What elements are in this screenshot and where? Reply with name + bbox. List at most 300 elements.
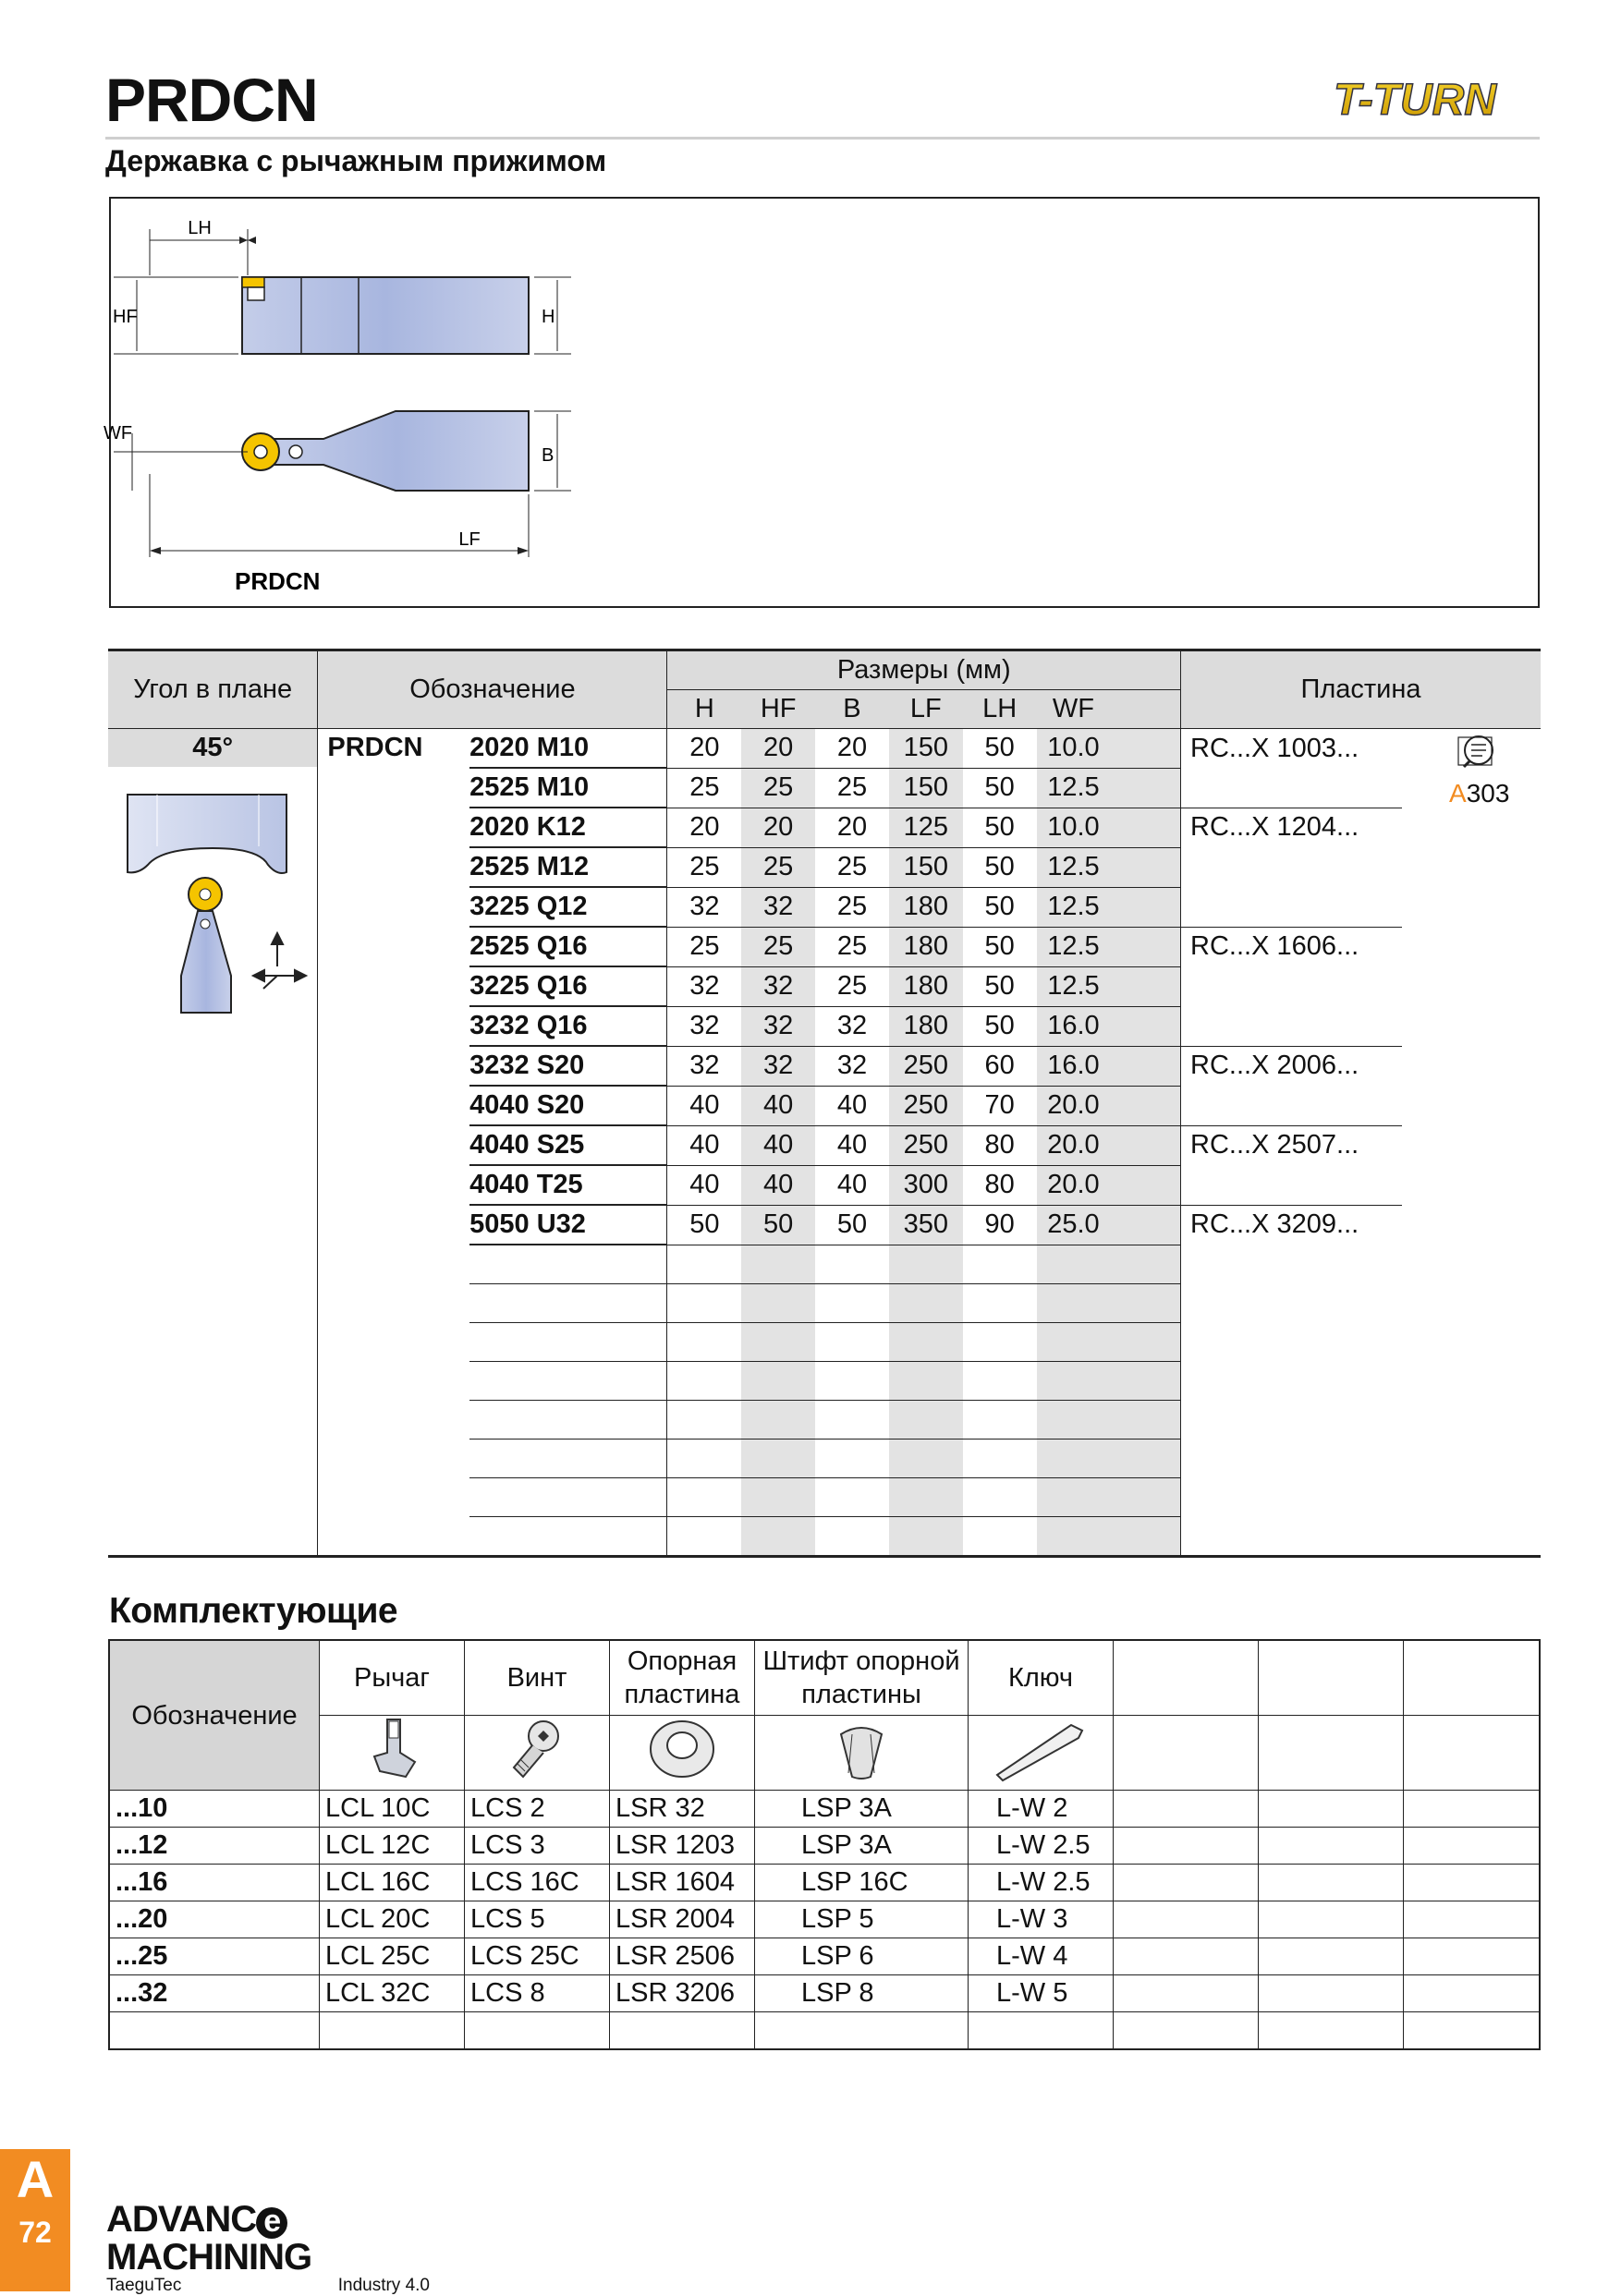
acc-blank-cell — [1114, 1938, 1259, 1975]
dim-value — [741, 1362, 815, 1401]
dim-spacer — [1110, 1323, 1180, 1362]
dim-value: 250 — [889, 1046, 963, 1086]
acc-blank-cell — [1259, 1865, 1404, 1901]
dim-value — [1037, 1323, 1111, 1362]
product-code — [469, 1440, 667, 1478]
dim-value — [667, 1440, 741, 1478]
dim-spacer — [1110, 887, 1180, 927]
section-letter: A — [16, 2150, 55, 2208]
dim-value — [1037, 1440, 1111, 1478]
dim-value: 25 — [741, 768, 815, 808]
page-title: PRDCN — [105, 66, 318, 134]
acc-row — [109, 1901, 1540, 1938]
acc-row — [109, 1938, 1540, 1975]
acc-pin: LSP 5 — [755, 1901, 969, 1938]
dim-value — [1037, 1517, 1111, 1557]
reference-link[interactable] — [1449, 779, 1509, 808]
acc-key: L-W 2.5 — [969, 1828, 1114, 1865]
insert-cell: RC...X 2006... — [1190, 1051, 1359, 1081]
dim-value: 150 — [889, 729, 963, 769]
dim-value — [963, 1284, 1037, 1323]
acc-blank-cell — [1114, 1865, 1259, 1901]
insert-cell — [1181, 1362, 1403, 1401]
acc-col-key: Ключ — [969, 1640, 1114, 1716]
insert-cell — [1181, 1517, 1403, 1557]
col-dimensions-header: Размеры (мм) — [667, 650, 1181, 690]
acc-pin: LSP 3A — [755, 1791, 969, 1828]
dim-value: 16.0 — [1037, 1006, 1111, 1046]
product-code: 2020 M10 — [469, 729, 667, 769]
dim-value: 32 — [815, 1006, 889, 1046]
acc-lever: LCL 25C — [320, 1938, 465, 1975]
acc-col-lever: Рычаг — [320, 1640, 465, 1716]
acc-blank-cell — [1114, 1828, 1259, 1865]
insert-side-icon — [242, 277, 264, 287]
acc-row — [109, 1865, 1540, 1901]
acc-size: ...32 — [109, 1975, 320, 2012]
dim-value — [1037, 1362, 1111, 1401]
dim-value: 300 — [889, 1165, 963, 1205]
acc-blank-cell — [755, 2012, 969, 2050]
dim-spacer — [1110, 1478, 1180, 1517]
dim-value — [889, 1245, 963, 1284]
dim-value — [815, 1401, 889, 1440]
acc-size: ...12 — [109, 1828, 320, 1865]
icon-cell — [1402, 1125, 1541, 1165]
dim-value — [1037, 1401, 1111, 1440]
dim-value: 20.0 — [1037, 1165, 1111, 1205]
dim-value — [889, 1517, 963, 1557]
acc-pin: LSP 3A — [755, 1828, 969, 1865]
product-code: 2020 K12 — [469, 808, 667, 847]
dim-value: 25 — [741, 847, 815, 887]
icon-cell — [1402, 808, 1541, 847]
dim-spacer — [1110, 1165, 1180, 1205]
dim-value — [741, 1323, 815, 1362]
product-code: 3225 Q16 — [469, 966, 667, 1006]
acc-blank-cell — [1259, 1828, 1404, 1865]
dim-value — [815, 1517, 889, 1557]
dim-value: 40 — [667, 1165, 741, 1205]
dim-spacer — [1110, 1440, 1180, 1478]
acc-blank-cell — [1114, 1901, 1259, 1938]
svg-text:HF: HF — [113, 307, 138, 327]
feed-direction-icon — [253, 933, 306, 989]
acc-key: L-W 5 — [969, 1975, 1114, 2012]
icon-cell — [1402, 1478, 1541, 1517]
svg-text:LF: LF — [458, 529, 481, 550]
product-code — [469, 1362, 667, 1401]
dim-spacer — [1110, 768, 1180, 808]
dim-value: 25 — [741, 927, 815, 966]
dim-value: 250 — [889, 1086, 963, 1125]
dim-value: 25 — [667, 847, 741, 887]
dim-value — [667, 1323, 741, 1362]
product-code: 2525 Q16 — [469, 927, 667, 966]
acc-row — [109, 1975, 1540, 2012]
icon-cell — [1402, 1165, 1541, 1205]
dim-value: 40 — [815, 1125, 889, 1165]
acc-blank-cell — [969, 2012, 1114, 2050]
footer-logo: ADVANC eMACHINING TaeguTec Industry 4.0 — [106, 2199, 430, 2295]
dim-value: 180 — [889, 966, 963, 1006]
acc-screw: LCS 5 — [465, 1901, 610, 1938]
product-code: 4040 S20 — [469, 1086, 667, 1125]
dim-value: 50 — [667, 1205, 741, 1245]
insert-cell — [1181, 847, 1403, 887]
acc-col-designation: Обозначение — [109, 1640, 320, 1791]
product-code — [469, 1284, 667, 1323]
dim-spacer — [1110, 1006, 1180, 1046]
acc-col-shim: Опорная пластина — [610, 1640, 755, 1716]
dim-header: HF — [741, 690, 815, 729]
dim-value: 25 — [667, 768, 741, 808]
icon-cell — [1402, 1323, 1541, 1362]
dim-spacer — [1110, 1205, 1180, 1245]
dim-value: 50 — [815, 1205, 889, 1245]
dim-value: 20 — [741, 729, 815, 769]
icon-cell — [1402, 927, 1541, 966]
product-code: 3232 Q16 — [469, 1006, 667, 1046]
screw-icon — [465, 1716, 610, 1791]
dim-value — [815, 1362, 889, 1401]
dim-value — [741, 1245, 815, 1284]
dim-value: 150 — [889, 847, 963, 887]
acc-row — [109, 1828, 1540, 1865]
dim-spacer — [1110, 927, 1180, 966]
acc-blank-cell — [1259, 1938, 1404, 1975]
dim-value: 50 — [963, 966, 1037, 1006]
insert-cell: RC...X 1003... — [1190, 733, 1359, 763]
svg-text:H: H — [542, 307, 555, 327]
holder-table — [108, 649, 1541, 1558]
dim-value: 50 — [963, 927, 1037, 966]
product-code: 2525 M10 — [469, 768, 667, 808]
reference-page: 303 — [1466, 779, 1510, 808]
acc-lever: LCL 16C — [320, 1865, 465, 1901]
dim-value: 125 — [889, 808, 963, 847]
dim-spacer — [1110, 1125, 1180, 1165]
dim-value: 40 — [815, 1086, 889, 1125]
dim-spacer — [1110, 1362, 1180, 1401]
technical-drawing — [104, 197, 1540, 608]
acc-blank-cell — [1114, 1975, 1259, 2012]
acc-blank-cell — [1404, 1901, 1541, 1938]
holder-top-view — [266, 411, 529, 491]
dim-header: LH — [963, 690, 1037, 729]
dim-value: 32 — [815, 1046, 889, 1086]
svg-text:LH: LH — [188, 218, 212, 238]
dim-header: LF — [889, 690, 963, 729]
icon-cell — [1402, 1006, 1541, 1046]
svg-text:B: B — [542, 445, 555, 466]
dim-header: H — [667, 690, 741, 729]
acc-lever: LCL 10C — [320, 1791, 465, 1828]
dim-spacer — [1110, 1046, 1180, 1086]
dim-value — [963, 1323, 1037, 1362]
dim-value — [1037, 1478, 1111, 1517]
insert-cell — [1181, 1323, 1403, 1362]
acc-blank-cell — [1404, 1975, 1541, 2012]
acc-lever: LCL 32C — [320, 1975, 465, 2012]
dim-value: 25 — [815, 847, 889, 887]
dim-value: 40 — [741, 1086, 815, 1125]
icon-cell — [1402, 1046, 1541, 1086]
acc-blank-cell — [1259, 1716, 1404, 1791]
col-insert-header: Пластина — [1181, 650, 1541, 729]
acc-shim: LSR 2506 — [610, 1938, 755, 1975]
dim-value — [963, 1401, 1037, 1440]
product-code: 2525 M12 — [469, 847, 667, 887]
dim-value: 16.0 — [1037, 1046, 1111, 1086]
acc-size: ...10 — [109, 1791, 320, 1828]
product-code: 5050 U32 — [469, 1205, 667, 1245]
dim-value: 20 — [815, 729, 889, 769]
acc-blank-cell — [1404, 1828, 1541, 1865]
dim-value: 70 — [963, 1086, 1037, 1125]
acc-blank-cell — [320, 2012, 465, 2050]
acc-pin: LSP 16C — [755, 1865, 969, 1901]
insert-cell — [1181, 1086, 1403, 1125]
icon-cell — [1402, 1440, 1541, 1478]
dim-value: 25 — [815, 966, 889, 1006]
dim-value: 50 — [963, 887, 1037, 927]
dim-value — [741, 1401, 815, 1440]
acc-blank-cell — [610, 2012, 755, 2050]
icon-cell — [1402, 847, 1541, 887]
dim-value: 20 — [667, 808, 741, 847]
dim-value: 25 — [815, 927, 889, 966]
dim-value — [741, 1517, 815, 1557]
family-cell: PRDCN — [327, 733, 423, 762]
insert-cell — [1181, 1478, 1403, 1517]
dim-value — [815, 1478, 889, 1517]
insert-cell: RC...X 1606... — [1190, 931, 1359, 962]
dim-value — [667, 1401, 741, 1440]
dim-value: 20 — [815, 808, 889, 847]
dim-value: 250 — [889, 1125, 963, 1165]
acc-screw: LCS 8 — [465, 1975, 610, 2012]
reference-icon[interactable] — [1458, 732, 1501, 772]
insert-cell — [1181, 1440, 1403, 1478]
svg-text:T-TURN: T-TURN — [1334, 76, 1496, 125]
dim-value: 32 — [741, 1046, 815, 1086]
dim-value: 20.0 — [1037, 1125, 1111, 1165]
dim-value — [963, 1245, 1037, 1284]
acc-col-blank — [1404, 1640, 1541, 1716]
acc-blank-cell — [1404, 1716, 1541, 1791]
icon-cell — [1402, 1205, 1541, 1245]
dim-value: 80 — [963, 1165, 1037, 1205]
acc-blank-cell — [1404, 1865, 1541, 1901]
acc-blank-cell — [1404, 1791, 1541, 1828]
dim-value: 50 — [963, 808, 1037, 847]
dim-value: 32 — [667, 1006, 741, 1046]
svg-text:WF: WF — [104, 423, 133, 443]
header-rule — [105, 137, 1540, 140]
acc-blank-cell — [1259, 1791, 1404, 1828]
insert-cell — [1181, 1245, 1403, 1284]
acc-lever: LCL 20C — [320, 1901, 465, 1938]
dim-header: WF — [1037, 690, 1111, 729]
acc-col-blank — [1259, 1640, 1404, 1716]
dim-value: 40 — [667, 1086, 741, 1125]
dim-spacer — [1110, 1086, 1180, 1125]
dim-value: 20 — [741, 808, 815, 847]
insert-cell: RC...X 2507... — [1190, 1130, 1359, 1160]
dim-value: 40 — [815, 1165, 889, 1205]
dim-spacer — [1110, 1401, 1180, 1440]
acc-screw: LCS 16C — [465, 1865, 610, 1901]
acc-row — [109, 1791, 1540, 1828]
acc-col-pin: Штифт опорной пластины — [755, 1640, 969, 1716]
dim-value — [667, 1517, 741, 1557]
icon-cell — [1402, 1284, 1541, 1323]
icon-cell — [1402, 1362, 1541, 1401]
dim-value: 10.0 — [1037, 808, 1111, 847]
table-row — [108, 729, 1541, 769]
dim-spacer — [1110, 1284, 1180, 1323]
dim-value — [667, 1362, 741, 1401]
acc-size: ...20 — [109, 1901, 320, 1938]
dim-value — [963, 1478, 1037, 1517]
acc-blank-cell — [1114, 2012, 1259, 2050]
angle-illustration — [120, 791, 319, 1013]
acc-screw: LCS 2 — [465, 1791, 610, 1828]
dim-value: 40 — [741, 1125, 815, 1165]
dim-value: 25 — [815, 768, 889, 808]
acc-shim: LSR 1604 — [610, 1865, 755, 1901]
dim-value: 25.0 — [1037, 1205, 1111, 1245]
col-designation-header: Обозначение — [318, 650, 667, 729]
acc-col-screw: Винт — [465, 1640, 610, 1716]
dim-spacer — [1110, 966, 1180, 1006]
acc-blank-cell — [109, 2012, 320, 2050]
acc-blank-cell — [1114, 1791, 1259, 1828]
dim-value — [889, 1362, 963, 1401]
dim-header: B — [815, 690, 889, 729]
dim-value — [815, 1245, 889, 1284]
dim-value: 40 — [741, 1165, 815, 1205]
dim-value: 180 — [889, 887, 963, 927]
shim-icon — [610, 1716, 755, 1791]
acc-shim: LSR 2004 — [610, 1901, 755, 1938]
product-code — [469, 1478, 667, 1517]
acc-blank-cell — [1404, 2012, 1541, 2050]
dim-value: 50 — [963, 768, 1037, 808]
dim-value: 180 — [889, 927, 963, 966]
insert-cell — [1181, 887, 1403, 927]
dim-spacer — [1110, 1245, 1180, 1284]
product-code: 3225 Q12 — [469, 887, 667, 927]
acc-shim: LSR 32 — [610, 1791, 755, 1828]
dim-value: 40 — [667, 1125, 741, 1165]
dim-value: 12.5 — [1037, 887, 1111, 927]
icon-cell — [1402, 966, 1541, 1006]
acc-pin: LSP 8 — [755, 1975, 969, 2012]
dim-value: 50 — [963, 729, 1037, 769]
dim-value — [1037, 1245, 1111, 1284]
acc-key: L-W 4 — [969, 1938, 1114, 1975]
key-icon — [969, 1716, 1114, 1791]
icon-cell — [1402, 1245, 1541, 1284]
acc-blank-cell — [465, 2012, 610, 2050]
dim-value: 12.5 — [1037, 927, 1111, 966]
acc-key: L-W 3 — [969, 1901, 1114, 1938]
acc-col-blank — [1114, 1640, 1259, 1716]
dim-spacer — [1110, 847, 1180, 887]
acc-pin: LSP 6 — [755, 1938, 969, 1975]
dim-value — [889, 1478, 963, 1517]
dim-value — [815, 1440, 889, 1478]
dim-value: 60 — [963, 1046, 1037, 1086]
dim-value: 32 — [741, 966, 815, 1006]
acc-lever: LCL 12C — [320, 1828, 465, 1865]
dim-value — [815, 1323, 889, 1362]
dim-value — [963, 1440, 1037, 1478]
acc-size: ...25 — [109, 1938, 320, 1975]
insert-cell — [1181, 1165, 1403, 1205]
acc-blank-cell — [1259, 2012, 1404, 2050]
dim-value: 180 — [889, 1006, 963, 1046]
dim-value: 32 — [741, 1006, 815, 1046]
product-code: 4040 S25 — [469, 1125, 667, 1165]
dim-value: 150 — [889, 768, 963, 808]
dim-value — [741, 1478, 815, 1517]
dim-value — [741, 1440, 815, 1478]
dim-value — [963, 1362, 1037, 1401]
holder-side-view — [242, 277, 529, 354]
page-subtitle: Державка с рычажным прижимом — [105, 144, 607, 177]
page-number: 72 — [18, 2216, 52, 2249]
dim-value: 12.5 — [1037, 966, 1111, 1006]
reference-letter: A — [1449, 779, 1467, 808]
dim-value — [889, 1401, 963, 1440]
pin-icon — [755, 1716, 969, 1791]
dim-value: 32 — [741, 887, 815, 927]
acc-key: L-W 2.5 — [969, 1865, 1114, 1901]
icon-cell — [1402, 887, 1541, 927]
dim-value: 25 — [667, 927, 741, 966]
icon-cell — [1402, 1401, 1541, 1440]
dim-value: 12.5 — [1037, 768, 1111, 808]
acc-key: L-W 2 — [969, 1791, 1114, 1828]
product-code — [469, 1245, 667, 1284]
dim-value: 20 — [667, 729, 741, 769]
dim-value — [889, 1284, 963, 1323]
workpiece-icon — [128, 795, 286, 873]
product-code: 3232 S20 — [469, 1046, 667, 1086]
accessories-table — [108, 1639, 1541, 2050]
insert-cell — [1181, 966, 1403, 1006]
dim-value: 32 — [667, 966, 741, 1006]
insert-cell — [1181, 1006, 1403, 1046]
product-code: 4040 T25 — [469, 1165, 667, 1205]
dim-value — [741, 1284, 815, 1323]
dim-value: 32 — [667, 887, 741, 927]
dim-value: 32 — [667, 1046, 741, 1086]
dim-value: 10.0 — [1037, 729, 1111, 769]
icon-cell — [1402, 1517, 1541, 1557]
dim-value: 50 — [963, 1006, 1037, 1046]
product-code — [469, 1401, 667, 1440]
dim-value — [667, 1245, 741, 1284]
insert-cell — [1181, 1284, 1403, 1323]
dim-spacer — [1110, 729, 1180, 769]
product-code — [469, 1517, 667, 1557]
dim-value — [1037, 1284, 1111, 1323]
acc-size: ...16 — [109, 1865, 320, 1901]
